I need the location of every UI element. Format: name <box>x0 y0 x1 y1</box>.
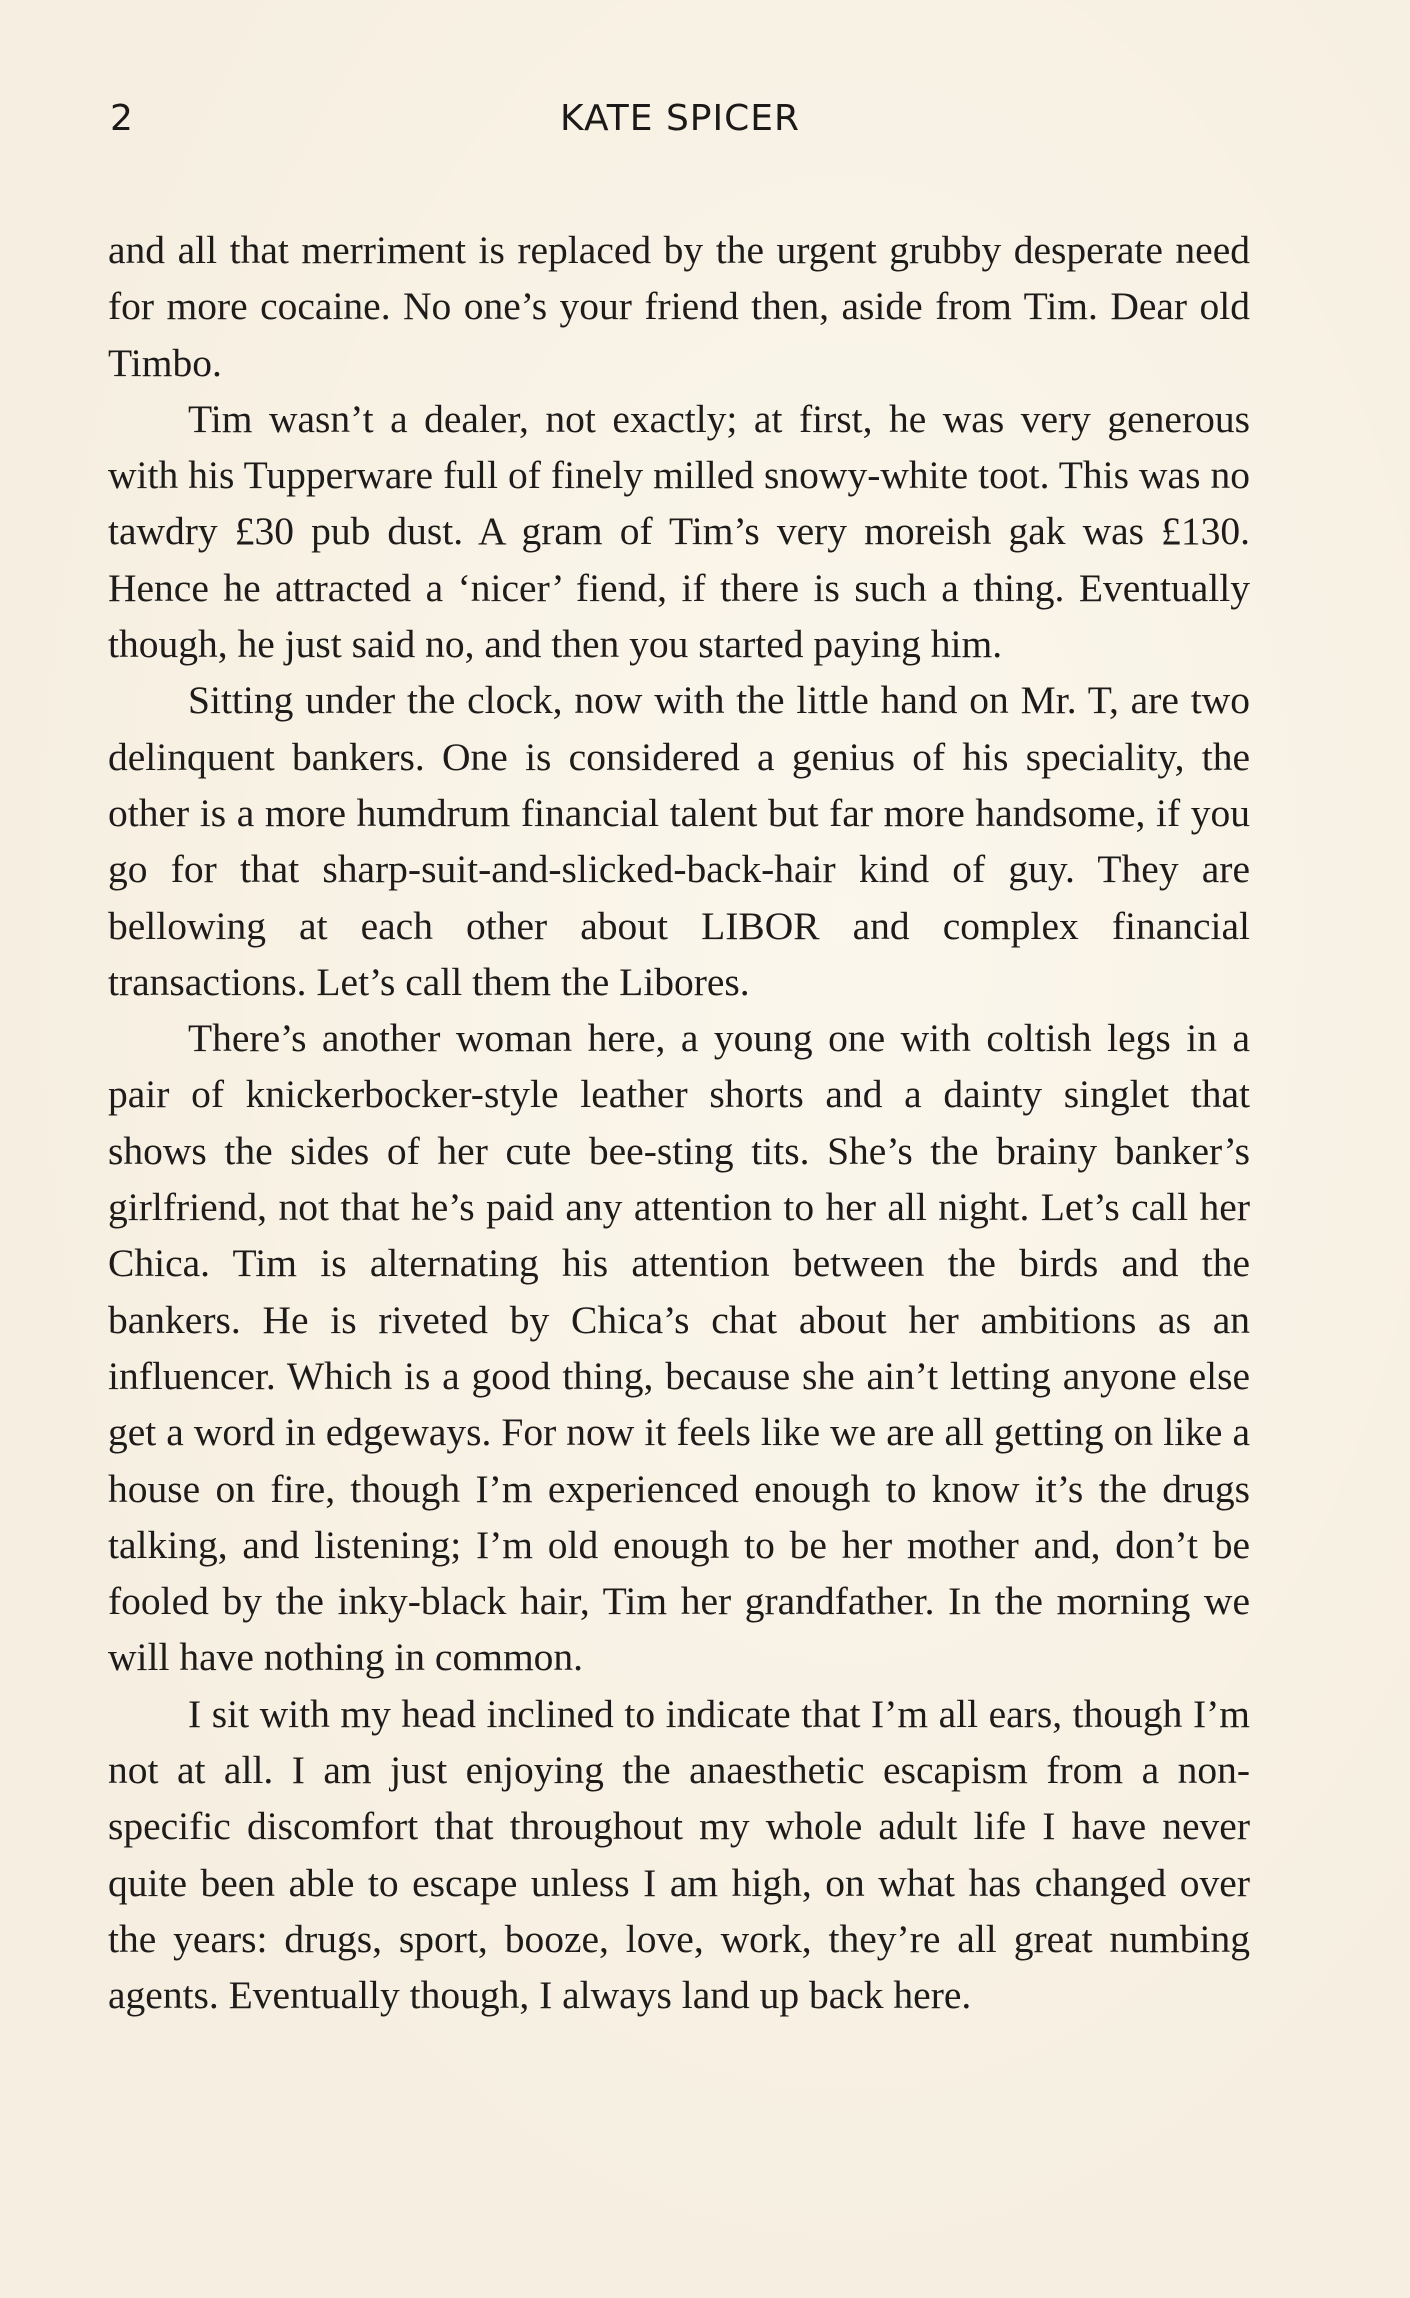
paragraph: There’s another woman here, a young one with coltish legs in a pair of knickerbocker-style leather shorts and a dainty singlet that shows the sides of her cute bee-sting tits. She’s the brainy banker’s girlfriend, not that he’s paid any attention to her all night. Let’s call her Chica. Tim is alternating his attention between the birds and the bankers. He is riveted by Chica’s chat about her ambitions as an influencer. Which is a good thing, because she ain’t letting anyone else get a word in edgeways. For now it feels like we are all getting on like a house on fire, though I’m experienced enough to know it’s the drugs talking, and listening; I’m old enough to be her mother and, don’t be fooled by the inky-black hair, Tim her grandfather. In the morning we will have nothing in common. <box>108 1016 1250 1680</box>
body-text <box>108 222 1250 2024</box>
paragraph: Sitting under the clock, now with the little hand on Mr. T, are two delinquent bankers. One is considered a genius of his speciality, the other is a more humdrum financial talent but far more handsome, if you go for that sharp-suit-and-slicked-back-hair kind of guy. They are bellowing at each other about LIBOR and complex financial transactions. Let’s call them the Libores. <box>108 678 1250 1004</box>
paragraph: I sit with my head inclined to indicate that I’m all ears, though I’m not at all. I am just enjoying the anaesthetic escapism from a non-specific discomfort that throughout my whole adult life I have never quite been able to escape unless I am high, on what has changed over the years: drugs, sport, booze, love, work, they’re all great numbing agents. Eventually though, I always land up back here. <box>108 1691 1250 2018</box>
page-number: 2 <box>110 98 134 139</box>
running-head <box>110 98 1250 148</box>
running-title: KATE SPICER <box>559 98 801 139</box>
paragraph: Tim wasn’t a dealer, not exactly; at first, he was very generous with his Tupperware full of finely milled snowy-white toot. This was no tawdry £30 pub dust. A gram of Tim’s very moreish gak was £130. Hence he attracted a ‘nicer’ fiend, if there is such a thing. Eventually though, he just said no, and then you started paying him. <box>108 396 1250 667</box>
paragraph: and all that merriment is replaced by the urgent grubby desperate need for more cocaine. No one’s your friend then, aside from Tim. Dear old Timbo. <box>108 228 1250 385</box>
